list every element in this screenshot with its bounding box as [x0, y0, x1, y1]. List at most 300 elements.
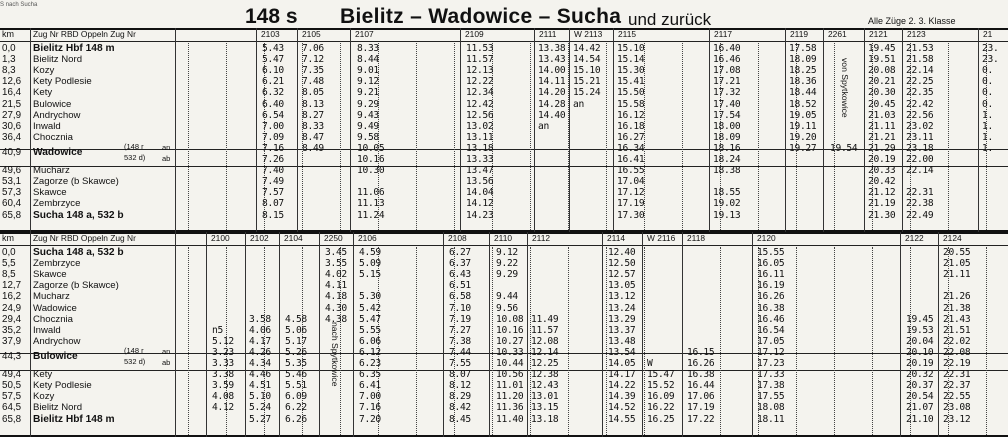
- departure-time: 15.21: [573, 76, 601, 88]
- train-number: 2115: [618, 29, 637, 39]
- km-value: 21,5: [2, 98, 22, 110]
- dotted-leader: [454, 43, 455, 230]
- station-name: Andrychow: [33, 109, 81, 121]
- dotted-leader: [606, 43, 607, 230]
- departure-time: 15.47: [647, 369, 675, 381]
- departure-time: 21.58: [906, 54, 934, 66]
- train-column-rule: [642, 232, 643, 437]
- departure-time: 20.19: [906, 358, 934, 369]
- station-name: Zagorze (b Skawce): [33, 176, 119, 188]
- km-value: 29,4: [2, 313, 22, 325]
- departure-time: 4.34: [249, 358, 271, 369]
- dotted-leader: [416, 43, 417, 230]
- departure-time: 4.17: [249, 335, 271, 347]
- train-column-rule: [256, 28, 257, 232]
- departure-time: 18.09: [713, 131, 741, 143]
- departure-time: 12.08: [531, 335, 559, 347]
- departure-time: 17.55: [757, 391, 785, 403]
- train-column-rule: [206, 232, 207, 437]
- departure-time: 9.12: [496, 247, 518, 258]
- km-value: 60,4: [2, 198, 22, 210]
- dotted-leader: [796, 247, 797, 435]
- station-name: Bielitz Nord: [33, 402, 83, 414]
- departure-time: 17.12: [617, 187, 645, 199]
- departure-time: 7.20: [359, 413, 381, 425]
- departure-time: 8.33: [302, 120, 324, 132]
- train-number: 2110: [494, 233, 513, 243]
- departure-time: 4.59: [359, 247, 381, 258]
- vertical-note: nach Spytkowice: [330, 322, 340, 387]
- departure-time: 6.51: [449, 280, 471, 292]
- departure-time: 16.25: [647, 413, 675, 425]
- departure-time: 3.55: [325, 258, 347, 270]
- departure-time: 20.45: [868, 98, 896, 110]
- station-name: Kety: [33, 369, 53, 381]
- departure-time: 6.22: [285, 402, 307, 414]
- departure-time: 16.15: [687, 346, 715, 358]
- departure-time: 5.24: [249, 402, 271, 414]
- departure-time: 15.10: [617, 43, 645, 54]
- departure-time: 22.56: [906, 109, 934, 121]
- departure-time: 6.23: [359, 358, 381, 369]
- departure-time: 16.34: [617, 142, 645, 154]
- station-name: Kozy: [33, 65, 55, 77]
- km-value: 64,5: [2, 402, 22, 414]
- departure-time: 10.33: [496, 346, 524, 358]
- departure-time: 16.38: [757, 302, 785, 314]
- departure-time: 7.48: [302, 76, 324, 88]
- train-column-rule: [709, 28, 710, 232]
- train-number: 2108: [448, 233, 467, 243]
- departure-time: 14.12: [466, 198, 494, 210]
- departure-time: 13.56: [466, 176, 494, 188]
- departure-time: 13.43: [538, 54, 566, 66]
- departure-time: 12.25: [531, 358, 559, 369]
- departure-time: 14.22: [608, 380, 636, 392]
- departure-time: 8.05: [302, 87, 324, 99]
- departure-time: 14.04: [466, 187, 494, 199]
- station-column-rule: [175, 232, 176, 437]
- departure-time: 6.41: [359, 380, 381, 392]
- departure-time: 7.27: [449, 324, 471, 336]
- train-number: 2121: [869, 29, 888, 39]
- departure-time: 9.01: [357, 65, 379, 77]
- departure-time: 5.47: [359, 313, 381, 325]
- departure-time: 20.04: [906, 335, 934, 347]
- departure-time: 0.: [982, 65, 993, 77]
- train-column-rule: [297, 28, 298, 232]
- station-name: Zembrzyce: [33, 258, 81, 270]
- km-value: 40,9: [2, 147, 22, 159]
- departure-time: 13.24: [608, 302, 636, 314]
- km-value: 16,4: [2, 87, 22, 99]
- departure-time: 9.56: [496, 302, 518, 314]
- departure-time: 15.41: [617, 76, 645, 88]
- train-number: 2117: [714, 29, 733, 39]
- departure-time: 17.54: [713, 109, 741, 121]
- departure-time: 7.00: [359, 391, 381, 403]
- departure-time: 22.14: [906, 165, 934, 177]
- station-name: Mucharz: [33, 165, 70, 177]
- departure-time: 16.46: [757, 313, 785, 325]
- station-name: Sucha 148 a, 532 b: [33, 209, 124, 221]
- departure-time: 7.49: [262, 176, 284, 188]
- departure-time: 17.19: [617, 198, 645, 210]
- departure-time: 21.21: [868, 131, 896, 143]
- timetable-outbound: [0, 28, 1008, 232]
- departure-time: 10.05: [357, 142, 385, 154]
- train-column-rule: [900, 232, 901, 437]
- km-value: 30,6: [2, 120, 22, 132]
- dotted-leader: [986, 247, 987, 435]
- departure-time: 22.55: [943, 391, 971, 403]
- departure-time: 7.00: [262, 120, 284, 132]
- departure-time: an: [538, 120, 549, 132]
- departure-time: 13.29: [608, 313, 636, 325]
- departure-time: 23.08: [943, 402, 971, 414]
- departure-time: 7.35: [302, 65, 324, 77]
- train-column-rule: [864, 28, 865, 232]
- departure-time: 15.10: [573, 65, 601, 77]
- departure-time: 1.: [982, 142, 993, 154]
- km-column-rule: [30, 232, 31, 437]
- train-column-rule: [353, 232, 354, 437]
- train-column-rule: [460, 28, 461, 232]
- departure-time: 20.19: [868, 154, 896, 165]
- departure-time: 12.34: [466, 87, 494, 99]
- train-column-rule: [350, 28, 351, 232]
- train-number: 2114: [607, 233, 626, 243]
- km-value: 57,3: [2, 187, 22, 199]
- train-column-rule: [279, 232, 280, 437]
- departure-time: 17.05: [757, 335, 785, 347]
- departure-time: 6.32: [262, 87, 284, 99]
- station-name: Bielitz Hbf 148 m: [33, 43, 115, 54]
- km-value: 49,4: [2, 369, 22, 381]
- arrival-marker: an: [162, 143, 171, 153]
- departure-time: 21.29: [868, 142, 896, 154]
- departure-time: 20.30: [868, 87, 896, 99]
- departure-time: 18.52: [789, 98, 817, 110]
- departure-time: 22.42: [906, 98, 934, 110]
- departure-time: 16.12: [617, 109, 645, 121]
- dotted-leader: [682, 43, 683, 230]
- departure-time: 20.55: [943, 247, 971, 258]
- departure-time: 9.29: [496, 269, 518, 281]
- km-value: 12,7: [2, 280, 22, 292]
- train-column-rule: [443, 232, 444, 437]
- departure-time: 19.27: [789, 142, 817, 154]
- departure-time: 20.32: [906, 369, 934, 381]
- departure-time: 13.05: [608, 280, 636, 292]
- departure-time: 8.13: [302, 98, 324, 110]
- departure-time: 10.27: [496, 335, 524, 347]
- dotted-leader: [226, 43, 227, 230]
- departure-time: 16.38: [687, 369, 715, 381]
- station-name: Skawce: [33, 187, 67, 199]
- departure-time: 22.08: [943, 346, 971, 358]
- departure-time: 19.45: [868, 43, 896, 54]
- departure-time: 16.22: [647, 402, 675, 414]
- departure-time: 8.15: [262, 209, 284, 221]
- departure-time: 18.38: [713, 165, 741, 177]
- departure-time: 8.07: [262, 198, 284, 210]
- wadowice-ref: 532 d): [124, 153, 146, 163]
- departure-time: 12.13: [466, 65, 494, 77]
- departure-time: 18.36: [789, 76, 817, 88]
- departure-time: 6.26: [285, 413, 307, 425]
- departure-time: 21.12: [868, 187, 896, 199]
- station-name: Inwald: [33, 324, 61, 336]
- departure-time: 10.08: [496, 313, 524, 325]
- departure-time: 11.36: [496, 402, 524, 414]
- dotted-leader: [492, 247, 493, 435]
- train-number: W 2116: [647, 233, 676, 243]
- departure-time: 17.19: [687, 402, 715, 414]
- departure-time: 22.49: [906, 209, 934, 221]
- departure-time: 14.00: [538, 65, 566, 77]
- departure-time: 11.53: [466, 43, 494, 54]
- departure-time: 16.41: [617, 154, 645, 165]
- station-name: Zagorze (b Skawce): [33, 280, 119, 292]
- departure-time: 8.49: [302, 142, 324, 154]
- departure-time: 7.12: [302, 54, 324, 66]
- departure-time: n5: [212, 324, 223, 336]
- timetable-title: [0, 2, 1008, 30]
- departure-time: 4.38: [325, 313, 347, 325]
- km-value: 36,4: [2, 131, 22, 143]
- departure-time: 19.13: [713, 209, 741, 221]
- departure-time: 6.43: [449, 269, 471, 281]
- departure-time: 5.55: [359, 324, 381, 336]
- departure-time: 9.22: [496, 258, 518, 270]
- departure-time: 4.46: [249, 369, 271, 381]
- wadowice-ref: 532 d): [124, 357, 146, 367]
- departure-time: 3.45: [325, 247, 347, 258]
- km-value: 37,9: [2, 335, 22, 347]
- dotted-leader: [416, 247, 417, 435]
- departure-time: 22.25: [906, 76, 934, 88]
- departure-time: 21.03: [868, 109, 896, 121]
- train-column-rule: [489, 232, 490, 437]
- train-column-rule: [569, 28, 570, 232]
- departure-time: 12.40: [608, 247, 636, 258]
- und-zurueck-label: und zurück: [628, 10, 712, 29]
- train-column-rule: [245, 232, 246, 437]
- departure-time: 7.38: [449, 335, 471, 347]
- departure-time: 7.40: [262, 165, 284, 177]
- departure-time: 7.06: [302, 43, 324, 54]
- train-number: 2118: [687, 233, 706, 243]
- departure-time: 13.12: [608, 291, 636, 303]
- departure-time: 3.58: [249, 313, 271, 325]
- departure-time: 11.57: [531, 324, 559, 336]
- departure-time: 18.11: [757, 413, 785, 425]
- km-value: 35,2: [2, 324, 22, 336]
- departure-time: 5.26: [285, 346, 307, 358]
- corner-note: S nach Sucha: [0, 2, 38, 8]
- departure-time: 15.58: [617, 98, 645, 110]
- departure-time: 0.: [982, 76, 993, 88]
- departure-time: 14.23: [466, 209, 494, 221]
- train-column-rule: [613, 28, 614, 232]
- departure-time: 17.40: [713, 98, 741, 110]
- dotted-leader: [568, 247, 569, 435]
- km-header: km: [2, 29, 14, 39]
- departure-marker: ab: [162, 154, 171, 164]
- train-number: 2122: [905, 233, 924, 243]
- train-number: 2123: [907, 29, 926, 39]
- departure-time: 16.05: [757, 258, 785, 270]
- train-column-rule: [602, 232, 603, 437]
- departure-time: 12.14: [531, 346, 559, 358]
- train-number: 2124: [943, 233, 962, 243]
- departure-time: 9.43: [357, 109, 379, 121]
- dotted-leader: [834, 43, 835, 230]
- departure-time: 14.54: [573, 54, 601, 66]
- departure-time: 11.20: [496, 391, 524, 403]
- departure-time: 8.33: [357, 43, 379, 54]
- zug-nr-header: Zug Nr RBD Oppeln Zug Nr: [33, 233, 136, 243]
- departure-time: 18.25: [789, 65, 817, 77]
- train-number: 2106: [358, 233, 377, 243]
- departure-time: 9.49: [357, 120, 379, 132]
- train-number: 2119: [790, 29, 809, 39]
- train-number: 2120: [757, 233, 776, 243]
- departure-time: 17.08: [713, 65, 741, 77]
- departure-time: 11.49: [531, 313, 559, 325]
- departure-time: 13.15: [531, 402, 559, 414]
- departure-time: 7.09: [262, 131, 284, 143]
- departure-time: 18.55: [713, 187, 741, 199]
- vertical-note: von Spytkowice: [840, 58, 850, 118]
- departure-time: 6.06: [359, 335, 381, 347]
- km-value: 0,0: [2, 247, 16, 258]
- km-value: 16,2: [2, 291, 22, 303]
- departure-time: 15.24: [573, 87, 601, 99]
- departure-time: 12.43: [531, 380, 559, 392]
- departure-time: 9.58: [357, 131, 379, 143]
- station-name: Andrychow: [33, 335, 81, 347]
- departure-time: 10.44: [496, 358, 524, 369]
- train-number: W 2113: [574, 29, 603, 39]
- departure-time: 11.01: [496, 380, 524, 392]
- departure-time: 13.11: [466, 131, 494, 143]
- departure-time: 19.53: [906, 324, 934, 336]
- km-value: 8,3: [2, 65, 16, 77]
- departure-time: 3.59: [212, 380, 234, 392]
- departure-time: 14.20: [538, 87, 566, 99]
- departure-time: 19.54: [830, 142, 858, 154]
- departure-time: 13.38: [538, 43, 566, 54]
- departure-time: 6.54: [262, 109, 284, 121]
- departure-time: 21.53: [906, 43, 934, 54]
- departure-time: 15.52: [647, 380, 675, 392]
- departure-time: 10.16: [357, 154, 385, 165]
- departure-time: 12.22: [466, 76, 494, 88]
- departure-time: 18.44: [789, 87, 817, 99]
- departure-time: 19.05: [789, 109, 817, 121]
- departure-time: 16.11: [757, 269, 785, 281]
- departure-time: 11.40: [496, 413, 524, 425]
- train-column-rule: [785, 28, 786, 232]
- departure-time: 21.05: [943, 258, 971, 270]
- departure-time: 21.11: [868, 120, 896, 132]
- departure-time: 19.51: [868, 54, 896, 66]
- departure-time: 16.54: [757, 324, 785, 336]
- station-name: Bielitz Hbf 148 m: [33, 413, 115, 425]
- departure-time: 5.15: [359, 269, 381, 281]
- departure-time: 21.38: [943, 302, 971, 314]
- departure-time: 23.18: [906, 142, 934, 154]
- departure-time: 22.31: [906, 187, 934, 199]
- departure-time: 14.11: [538, 76, 566, 88]
- departure-time: 21.11: [943, 269, 971, 281]
- departure-time: 8.12: [449, 380, 471, 392]
- departure-time: 15.30: [617, 65, 645, 77]
- wadowice-ref: (148 r: [124, 346, 144, 356]
- km-value: 8,5: [2, 269, 16, 281]
- departure-time: 5.43: [262, 43, 284, 54]
- departure-time: 18.24: [713, 154, 741, 165]
- departure-time: 21.30: [868, 209, 896, 221]
- departure-time: 17.06: [687, 391, 715, 403]
- departure-time: 5.09: [359, 258, 381, 270]
- departure-time: an: [573, 98, 584, 110]
- departure-time: 9.29: [357, 98, 379, 110]
- departure-time: 16.26: [757, 291, 785, 303]
- departure-time: 15.55: [757, 247, 785, 258]
- station-name: Kozy: [33, 391, 55, 403]
- departure-time: 15.14: [617, 54, 645, 66]
- station-name: Bulowice: [33, 351, 78, 363]
- departure-time: 4.30: [325, 302, 347, 314]
- departure-time: 7.44: [449, 346, 471, 358]
- departure-time: 17.21: [713, 76, 741, 88]
- train-column-rule: [534, 28, 535, 232]
- train-number: 2104: [284, 233, 303, 243]
- train-column-rule: [978, 28, 979, 232]
- departure-time: 4.58: [285, 313, 307, 325]
- departure-time: 6.37: [449, 258, 471, 270]
- train-number: 2100: [211, 233, 230, 243]
- departure-time: 16.55: [617, 165, 645, 177]
- dotted-leader: [188, 43, 189, 230]
- departure-time: 3.38: [212, 369, 234, 381]
- station-name: Bielitz Nord: [33, 54, 83, 66]
- wadowice-rule: [0, 166, 1008, 167]
- km-column-rule: [30, 28, 31, 232]
- departure-time: 18.16: [713, 142, 741, 154]
- departure-time: 4.26: [249, 346, 271, 358]
- departure-time: 16.26: [687, 358, 715, 369]
- departure-time: 22.19: [943, 358, 971, 369]
- departure-time: 16.46: [713, 54, 741, 66]
- dotted-leader: [530, 43, 531, 230]
- departure-time: 6.12: [359, 346, 381, 358]
- departure-time: 22.37: [943, 380, 971, 392]
- departure-time: 8.44: [357, 54, 379, 66]
- station-name: Chocznia: [33, 313, 73, 325]
- station-name: Bulowice: [33, 98, 72, 110]
- departure-time: 4.51: [249, 380, 271, 392]
- departure-marker: ab: [162, 358, 171, 368]
- departure-time: 6.21: [262, 76, 284, 88]
- departure-time: 22.00: [906, 154, 934, 165]
- departure-time: 16.19: [757, 280, 785, 292]
- train-column-rule: [902, 28, 903, 232]
- departure-time: 17.32: [713, 87, 741, 99]
